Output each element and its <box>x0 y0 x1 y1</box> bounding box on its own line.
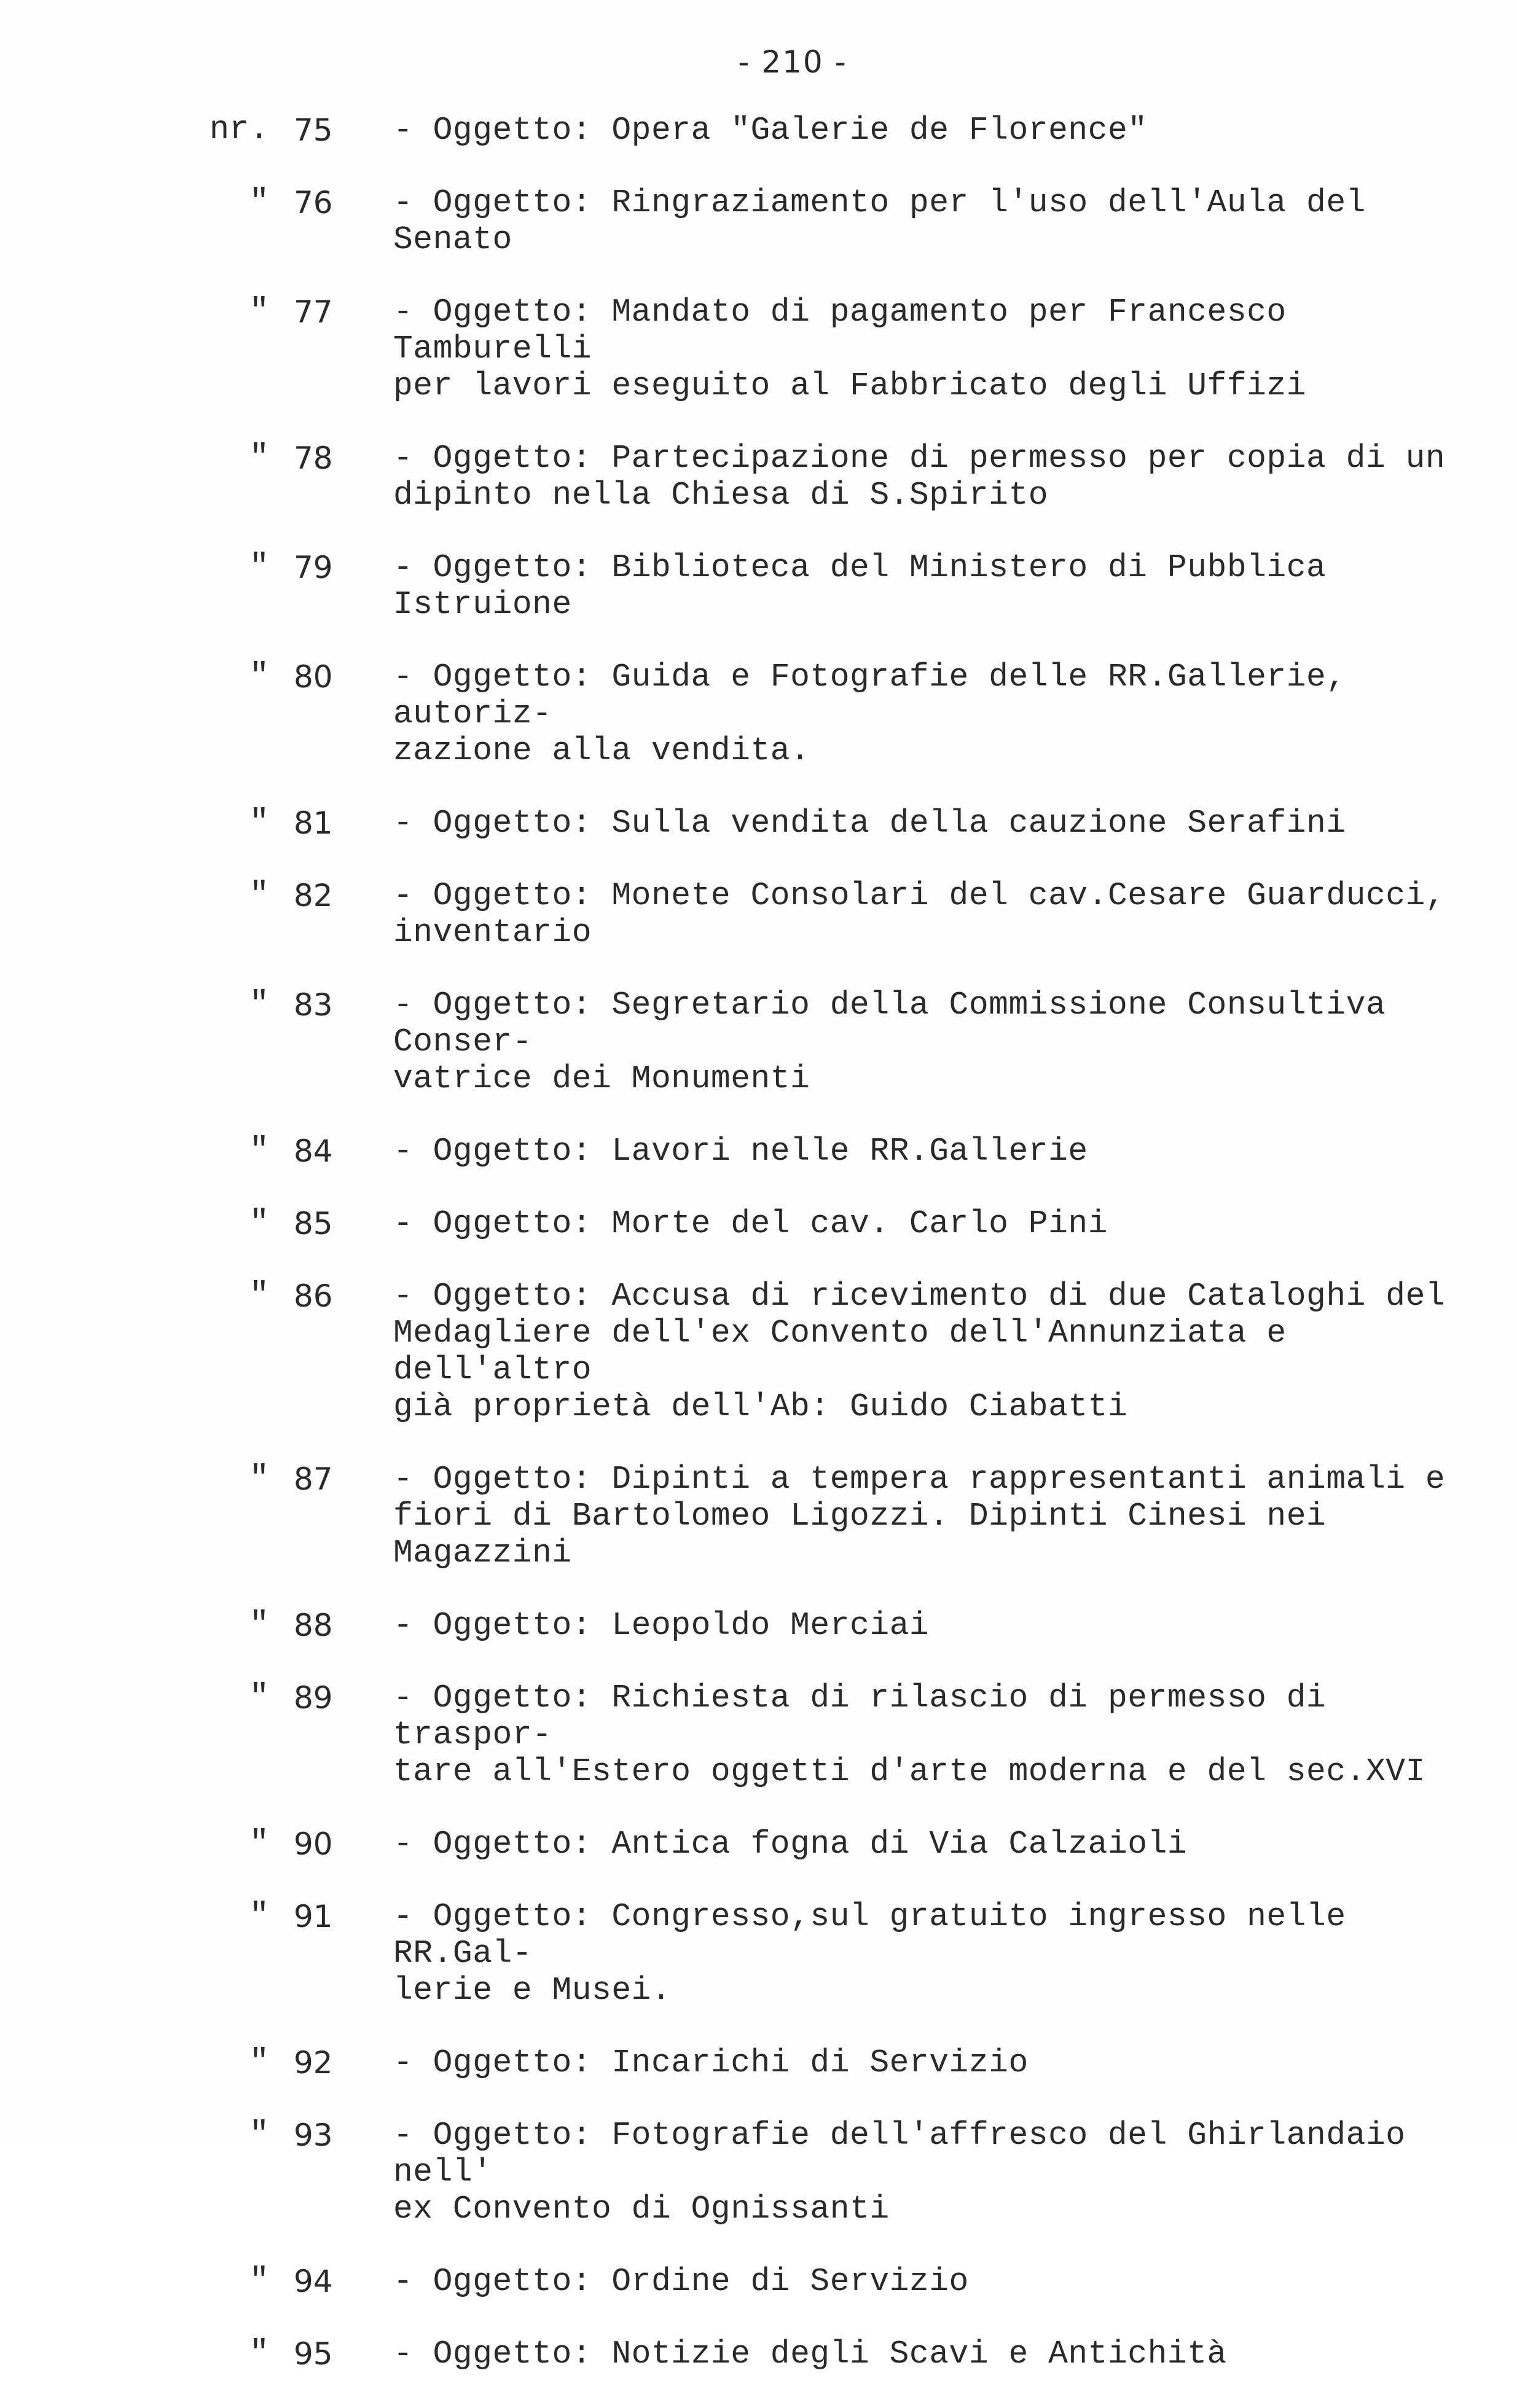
entry-text-line: inventario <box>393 914 592 951</box>
entry-text <box>393 2263 1450 2300</box>
entry-text-line: dipinto nella Chiesa di S.Spirito <box>393 477 1049 514</box>
entry-prefix: " <box>249 1277 269 1315</box>
entry-text <box>393 1607 1450 1644</box>
entry-prefix: " <box>249 293 269 330</box>
entry-text <box>393 1898 1450 2009</box>
entry-text-line: - Oggetto: Mandato di pagamento per Francesco Tamburelli <box>393 294 1307 367</box>
entry-prefix: " <box>249 2262 269 2300</box>
entry-text <box>393 877 1450 951</box>
entry-prefix: nr. <box>209 111 269 149</box>
list-item <box>0 1461 1517 1571</box>
list-item <box>0 2263 1517 2300</box>
entry-text-line: tare all'Estero oggetti d'arte moderna e del sec.XVI <box>393 1753 1425 1790</box>
entry-number: 88 <box>294 1608 333 1643</box>
entry-number: 85 <box>294 1206 333 1241</box>
entry-list <box>0 112 1517 2408</box>
entry-text <box>393 2044 1450 2081</box>
entry-number: 81 <box>294 805 333 841</box>
entry-text <box>393 805 1450 842</box>
list-item <box>0 987 1517 1097</box>
entry-number: 79 <box>294 550 333 585</box>
entry-text-line: - Oggetto: Sulla vendita della cauzione Serafini <box>393 805 1346 842</box>
entry-text-line: - Oggetto: Ordine di Servizio <box>393 2263 969 2300</box>
list-item <box>0 112 1517 149</box>
page-number: - 210 - <box>738 44 847 80</box>
list-item <box>0 549 1517 623</box>
list-item <box>0 1826 1517 1863</box>
list-item <box>0 2044 1517 2081</box>
entry-prefix: " <box>249 877 269 914</box>
entry-prefix: " <box>249 1132 269 1170</box>
list-item <box>0 294 1517 404</box>
list-item <box>0 1898 1517 2009</box>
list-item <box>0 1607 1517 1644</box>
entry-text-line: zazione alla vendita. <box>393 732 810 769</box>
entry-text <box>393 294 1450 404</box>
entry-text-line: - Oggetto: Congresso,sul gratuito ingresso nelle RR.Gal- <box>393 1898 1366 1972</box>
list-item <box>0 805 1517 842</box>
entry-number: 80 <box>294 659 333 695</box>
entry-text <box>393 1133 1450 1170</box>
entry-text-line: - Oggetto: Ringraziamento per l'uso dell'Aula del Senato <box>393 184 1386 258</box>
entry-text <box>393 1826 1450 1863</box>
entry-text-line: - Oggetto: Partecipazione di permesso per copia di un <box>393 440 1446 477</box>
entry-prefix: " <box>249 2044 269 2081</box>
entry-text <box>393 659 1450 769</box>
entry-prefix: " <box>249 1205 269 1242</box>
entry-text-line: fiori di Bartolomeo Ligozzi. Dipinti Cinesi nei Magazzini <box>393 1498 1346 1571</box>
entry-text-line: - Oggetto: Incarichi di Servizio <box>393 2044 1029 2081</box>
entry-text-line: - Oggetto: Notizie degli Scavi e Antichità <box>393 2336 1227 2372</box>
entry-number: 91 <box>294 1899 333 1934</box>
entry-text-line: già proprietà dell'Ab: Guido Ciabatti <box>393 1388 1128 1425</box>
entry-number: 78 <box>294 440 333 476</box>
entry-text-line: - Oggetto: Accusa di ricevimento di due Cataloghi del <box>393 1278 1446 1315</box>
entry-number: 90 <box>294 1826 333 1862</box>
entry-number: 86 <box>294 1278 333 1314</box>
entry-prefix: " <box>249 184 269 221</box>
list-item <box>0 877 1517 951</box>
entry-text-line: - Oggetto: Segretario della Commissione Consultiva Conser- <box>393 987 1406 1060</box>
list-item <box>0 1133 1517 1170</box>
entry-text <box>393 2117 1450 2227</box>
entry-text <box>393 1278 1450 1425</box>
entry-number: 75 <box>294 112 333 148</box>
entry-prefix: " <box>249 658 269 695</box>
entry-number: 95 <box>294 2336 333 2372</box>
list-item <box>0 2117 1517 2227</box>
entry-text-line: vatrice dei Monumenti <box>393 1060 810 1097</box>
list-item <box>0 440 1517 514</box>
entry-text-line: - Oggetto: Fotografie dell'affresco del Ghirlandaio nell' <box>393 2117 1425 2191</box>
list-item <box>0 1278 1517 1425</box>
entry-text-line: per lavori eseguito al Fabbricato degli Uffizi <box>393 367 1307 404</box>
entry-text <box>393 549 1450 623</box>
entry-text <box>393 1461 1450 1571</box>
entry-text <box>393 184 1450 258</box>
entry-text-line: - Oggetto: Opera "Galerie de Florence" <box>393 112 1148 149</box>
entry-text <box>393 1205 1450 1242</box>
entry-prefix: " <box>249 2335 269 2372</box>
entry-text-line: - Oggetto: Richiesta di rilascio di permesso di traspor- <box>393 1679 1346 1753</box>
entry-number: 89 <box>294 1680 333 1716</box>
entry-number: 83 <box>294 987 333 1023</box>
entry-text-line: - Oggetto: Lavori nelle RR.Gallerie <box>393 1133 1088 1170</box>
entry-number: 84 <box>294 1133 333 1169</box>
entry-text-line: lerie e Musei. <box>393 1972 672 2009</box>
list-item <box>0 1679 1517 1790</box>
entry-text <box>393 440 1450 514</box>
list-item <box>0 184 1517 258</box>
entry-prefix: " <box>249 549 269 586</box>
entry-number: 92 <box>294 2045 333 2081</box>
entry-text <box>393 2336 1450 2372</box>
entry-prefix: " <box>249 1825 269 1863</box>
entry-prefix: " <box>249 1679 269 1716</box>
entry-text-line: - Oggetto: Monete Consolari del cav.Cesare Guarducci, <box>393 877 1446 914</box>
entry-text <box>393 987 1450 1097</box>
entry-text-line: - Oggetto: Antica fogna di Via Calzaioli <box>393 1826 1188 1863</box>
entry-prefix: " <box>249 439 269 477</box>
entry-prefix: " <box>249 804 269 842</box>
entry-prefix: " <box>249 1460 269 1498</box>
entry-text-line: - Oggetto: Leopoldo Merciai <box>393 1607 930 1644</box>
entry-text-line: - Oggetto: Morte del cav. Carlo Pini <box>393 1205 1108 1242</box>
entry-prefix: " <box>249 1606 269 1644</box>
list-item <box>0 659 1517 769</box>
entry-prefix: " <box>249 1898 269 1935</box>
entry-number: 87 <box>294 1461 333 1497</box>
entry-number: 82 <box>294 878 333 913</box>
entry-number: 77 <box>294 294 333 330</box>
entry-prefix: " <box>249 986 269 1023</box>
entry-text-line: ex Convento di Ognissanti <box>393 2191 890 2227</box>
entry-number: 93 <box>294 2117 333 2153</box>
entry-text <box>393 112 1450 149</box>
entry-text-line: Medagliere dell'ex Convento dell'Annunziata e dell'altro <box>393 1315 1307 1388</box>
list-item <box>0 2336 1517 2372</box>
entry-number: 94 <box>294 2264 333 2299</box>
list-item <box>0 1205 1517 1242</box>
entry-text-line: - Oggetto: Biblioteca del Ministero di Pubblica Istruione <box>393 549 1346 623</box>
entry-number: 76 <box>294 185 333 221</box>
entry-prefix: " <box>249 2116 269 2154</box>
entry-text-line: - Oggetto: Dipinti a tempera rappresentanti animali e <box>393 1461 1446 1498</box>
entry-text-line: - Oggetto: Guida e Fotografie delle RR.Gallerie, autoriz- <box>393 659 1366 732</box>
entry-text <box>393 1679 1450 1790</box>
